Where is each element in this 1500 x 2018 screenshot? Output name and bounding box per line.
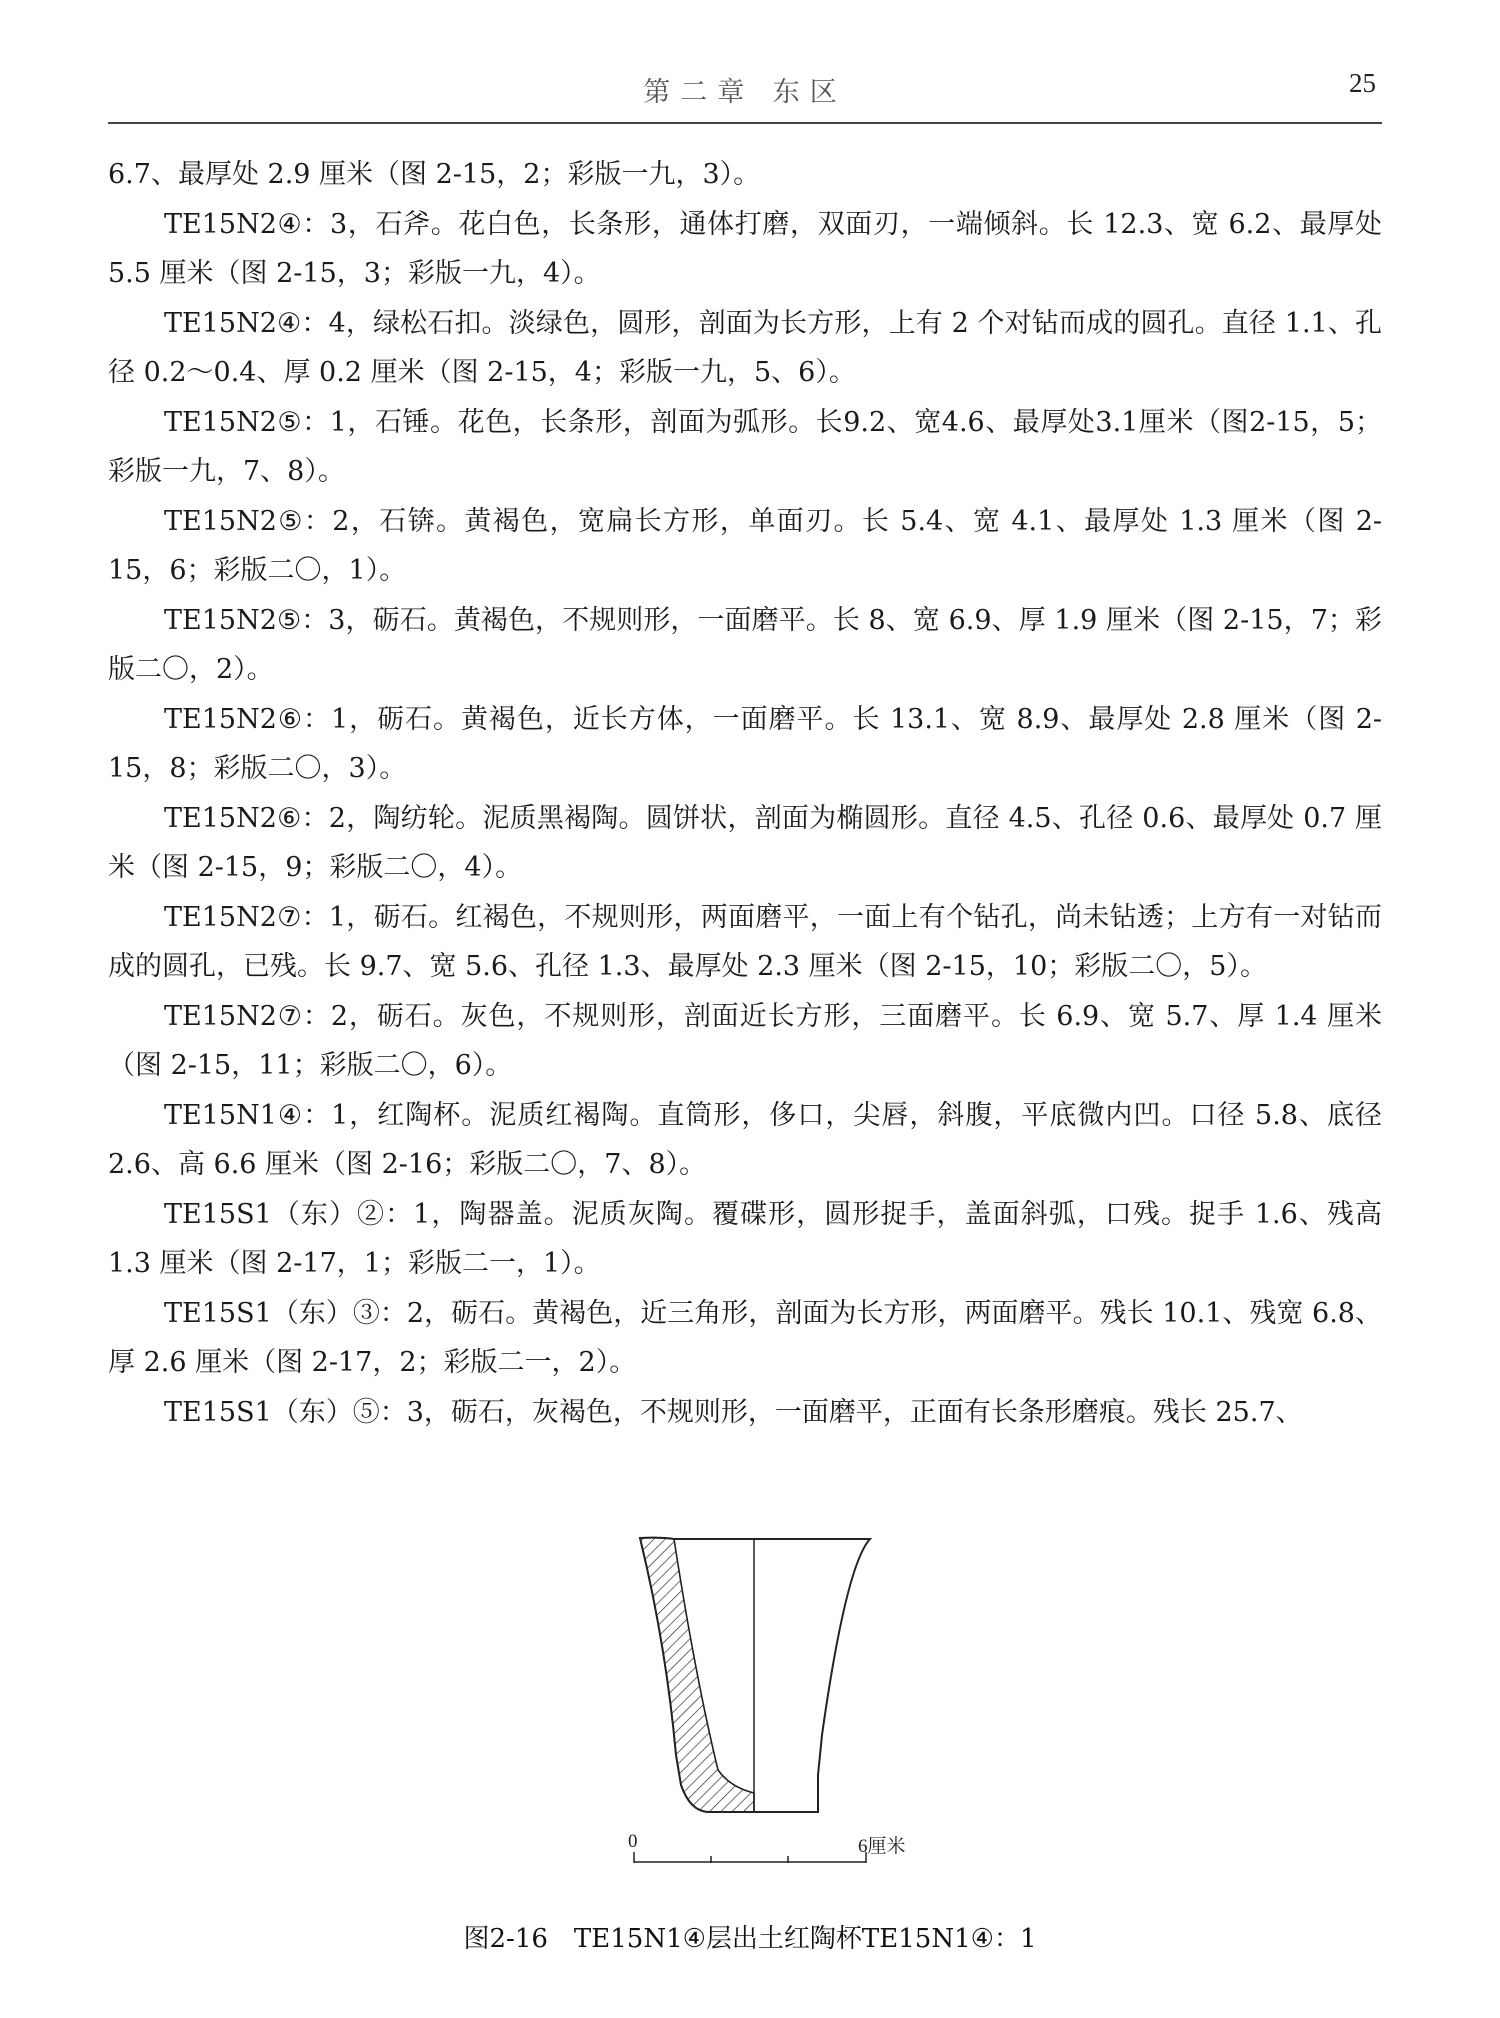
- paragraph: TE15N2⑤：3，砺石。黄褐色，不规则形，一面磨平。长 8、宽 6.9、厚 1.9 厘米（图 2-15，7；彩版二〇，2）。: [108, 604, 1382, 685]
- paragraph: TE15S1（东）②：1，陶器盖。泥质灰陶。覆碟形，圆形捉手，盖面斜弧，口残。捉手 1.6、残高 1.3 厘米（图 2-17，1；彩版二一，1）。: [108, 1198, 1382, 1279]
- paragraph: TE15N2⑤：1，石锤。花色，长条形，剖面为弧形。长9.2、宽4.6、最厚处3.1厘米（图2-15，5；彩版一九，7、8）。: [108, 406, 1382, 487]
- figure-caption: 图2-16 TE15N1④层出土红陶杯TE15N1④：1: [463, 1924, 1037, 1954]
- body-text: [108, 150, 1382, 1437]
- scale-zero-label: 0: [628, 1831, 638, 1852]
- page-number: 25: [1349, 68, 1376, 98]
- paragraph: TE15N2④：4，绿松石扣。淡绿色，圆形，剖面为长方形，上有 2 个对钻而成的圆孔。直径 1.1、孔径 0.2～0.4、厚 0.2 厘米（图 2-15，4；彩版一九，5、6）。: [108, 307, 1382, 388]
- paragraph: TE15S1（东）⑤：3，砺石，灰褐色，不规则形，一面磨平，正面有长条形磨痕。残长 25.7、: [164, 1396, 1303, 1428]
- paragraph: TE15N2⑦：1，砺石。红褐色，不规则形，两面磨平，一面上有个钻孔，尚未钻透；上方有一对钻而成的圆孔，已残。长 9.7、宽 5.6、孔径 1.3、最厚处 2.3 厘米（图 2-15，10；彩版二〇，5）。: [108, 901, 1382, 982]
- page-header: [108, 62, 1382, 124]
- paragraph: 6.7、最厚处 2.9 厘米（图 2-15，2；彩版一九，3）。: [108, 159, 761, 190]
- figure-2-16: [0, 1525, 1500, 1995]
- scale-bar: [634, 1852, 866, 1863]
- running-title: 第二章 东区: [643, 77, 847, 108]
- paragraph: TE15N2⑤：2，石锛。黄褐色，宽扁长方形，单面刃。长 5.4、宽 4.1、最厚处 1.3 厘米（图 2-15，6；彩版二〇，1）。: [108, 505, 1382, 586]
- cup-section-hatch: [640, 1538, 754, 1812]
- paragraph: TE15S1（东）③：2，砺石。黄褐色，近三角形，剖面为长方形，两面磨平。残长 10.1、残宽 6.8、厚 2.6 厘米（图 2-17，2；彩版二一，2）。: [108, 1297, 1382, 1378]
- paragraph: TE15N2④：3，石斧。花白色，长条形，通体打磨，双面刃，一端倾斜。长 12.3、宽 6.2、最厚处 5.5 厘米（图 2-15，3；彩版一九，4）。: [108, 208, 1382, 289]
- paragraph: TE15N1④：1，红陶杯。泥质红褐陶。直筒形，侈口，尖唇，斜腹，平底微内凹。口径 5.8、底径 2.6、高 6.6 厘米（图 2-16；彩版二〇，7、8）。: [108, 1099, 1382, 1180]
- paragraph: TE15N2⑥：2，陶纺轮。泥质黑褐陶。圆饼状，剖面为椭圆形。直径 4.5、孔径 0.6、最厚处 0.7 厘米（图 2-15，9；彩版二〇，4）。: [108, 802, 1382, 883]
- paragraph: TE15N2⑦：2，砺石。灰色，不规则形，剖面近长方形，三面磨平。长 6.9、宽 5.7、厚 1.4 厘米（图 2-15，11；彩版二〇，6）。: [108, 1000, 1382, 1081]
- paragraph: TE15N2⑥：1，砺石。黄褐色，近长方体，一面磨平。长 13.1、宽 8.9、最厚处 2.8 厘米（图 2-15，8；彩版二〇，3）。: [108, 703, 1382, 784]
- scale-end-label: 6厘米: [858, 1836, 906, 1857]
